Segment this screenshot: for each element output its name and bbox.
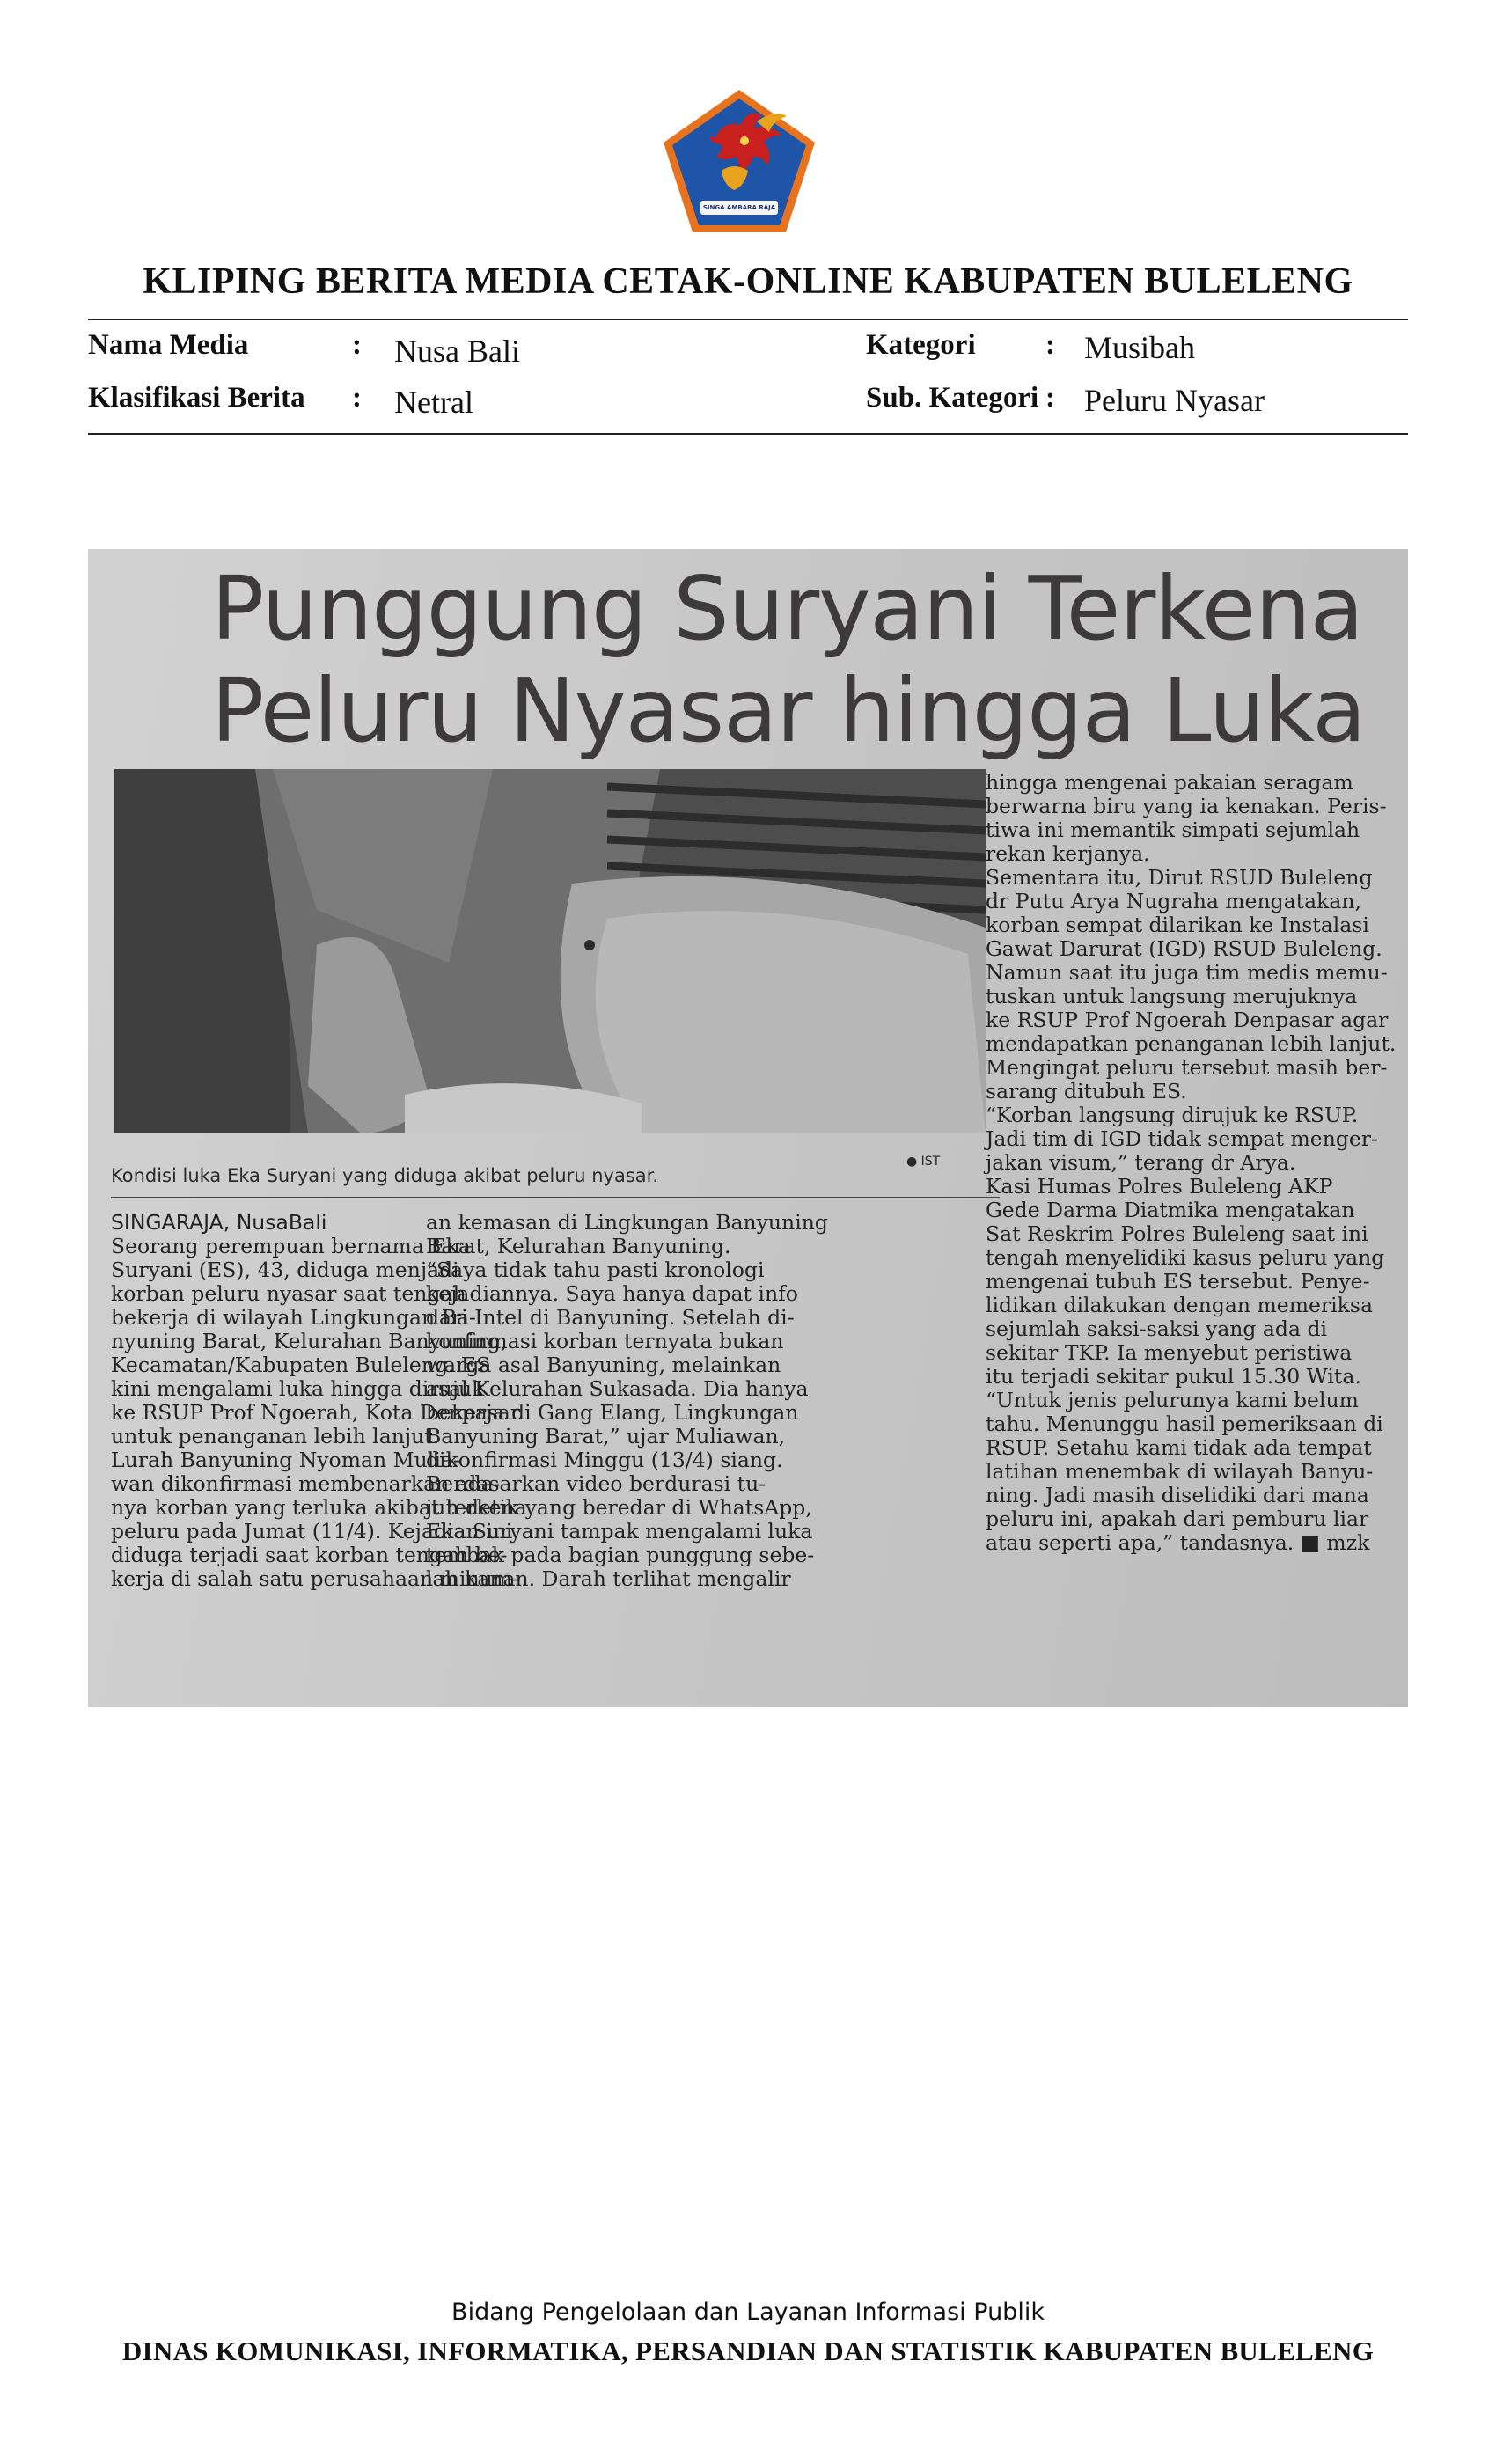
article-line: tengah menyelidiki kasus peluru yang (986, 1245, 1385, 1270)
footer-department: DINAS KOMUNIKASI, INFORMATIKA, PERSANDIAN DAN STATISTIK KABUPATEN BULELENG (121, 2336, 1375, 2366)
wound-photo-illustration (114, 769, 986, 1133)
article-line: korban sempat dilarikan ke Instalasi (986, 913, 1369, 937)
article-line: dikonfirmasi Minggu (13/4) siang. (426, 1448, 783, 1472)
article-line: lah kanan. Darah terlihat mengalir (426, 1566, 791, 1591)
nama-media-value: Nusa Bali (394, 334, 520, 369)
klasifikasi-label: Klasifikasi Berita (88, 382, 305, 414)
article-line: nya korban yang terluka akibat terkena (111, 1495, 527, 1520)
sub-kategori-label: Sub. Kategori (866, 382, 1039, 414)
article-line: Namun saat itu juga tim medis memu- (986, 960, 1388, 985)
article-line: mendapatkan penanganan lebih lanjut. (986, 1031, 1397, 1056)
article-line: Kasi Humas Polres Buleleng AKP (986, 1174, 1333, 1199)
article-line: kejadiannya. Saya hanya dapat info (426, 1281, 798, 1306)
article-line: tuskan untuk langsung merujuknya (986, 984, 1358, 1008)
article-line: “Korban langsung dirujuk ke RSUP. (986, 1103, 1359, 1127)
article-line: ke RSUP Prof Ngoerah Denpasar agar (986, 1008, 1389, 1032)
article-line: Berdasarkan video berdurasi tu- (426, 1471, 766, 1496)
article-line: mengenai tubuh ES tersebut. Penye- (986, 1269, 1370, 1294)
article-line: konfirmasi korban ternyata bukan (426, 1329, 784, 1353)
article-line: bekerja di Gang Elang, Lingkungan (426, 1400, 799, 1425)
article-line: ke RSUP Prof Ngoerah, Kota Denpasar (111, 1400, 521, 1425)
article-line: Seorang perempuan bernama Eka (111, 1234, 471, 1258)
colon: : (352, 329, 362, 361)
article-line: tembak pada bagian punggung sebe- (426, 1543, 815, 1567)
article-line: juh detik yang beredar di WhatsApp, (426, 1495, 812, 1520)
footer-division: Bidang Pengelolaan dan Layanan Informasi Publik (451, 2299, 1045, 2326)
article-line: “Untuk jenis pelurunya kami belum (986, 1388, 1359, 1412)
article-line: nyuning Barat, Kelurahan Banyuning, (111, 1329, 508, 1353)
nama-media-label: Nama Media (88, 329, 249, 361)
article-line: Eka Suryani tampak mengalami luka (426, 1519, 813, 1544)
header-divider-bottom (88, 433, 1408, 435)
article-line: sekitar TKP. Ia menyebut peristiwa (986, 1340, 1353, 1365)
article-line: kerja di salah satu perusahaan minum- (111, 1566, 519, 1591)
article-line: Sat Reskrim Polres Buleleng saat ini (986, 1221, 1368, 1246)
kategori-value: Musibah (1084, 330, 1195, 365)
article-line: atau seperti apa,” tandasnya. ■ mzk (986, 1530, 1370, 1555)
article-line: Gede Darma Diatmika mengatakan (986, 1198, 1355, 1222)
article-line: bekerja di wilayah Lingkungan Ba- (111, 1305, 476, 1330)
headline (211, 549, 1366, 762)
news-clipping (88, 549, 1408, 1707)
kategori-label: Kategori (866, 329, 976, 361)
article-line: dari Intel di Banyuning. Setelah di- (426, 1305, 795, 1330)
article-line: an kemasan di Lingkungan Banyuning (426, 1210, 828, 1235)
photo-credit: ● IST (906, 1155, 941, 1169)
article-line: sejumlah saksi-saksi yang ada di (986, 1316, 1328, 1341)
article-line: Lurah Banyuning Nyoman Mulia- (111, 1448, 460, 1472)
photo-caption: Kondisi luka Eka Suryani yang diduga akibat peluru nyasar. (111, 1165, 659, 1186)
article-line: SINGARAJA, NusaBali (111, 1210, 327, 1235)
article-column-3 (986, 771, 1396, 1555)
article-line: Banyuning Barat,” ujar Muliawan, (426, 1424, 786, 1448)
article-line: Jadi tim di IGD tidak sempat menger- (986, 1126, 1378, 1151)
singa-ambara-raja-emblem (660, 86, 818, 236)
article-line: untuk penanganan lebih lanjut. (111, 1424, 440, 1448)
article-line: kini mengalami luka hingga dirujuk (111, 1376, 485, 1401)
article-line: rekan kerjanya. (986, 841, 1150, 866)
article-line: warga asal Banyuning, melainkan (426, 1353, 781, 1377)
article-line: itu terjadi sekitar pukul 15.30 Wita. (986, 1364, 1361, 1389)
article-line: Mengingat peluru tersebut masih ber- (986, 1055, 1388, 1080)
article-line: Sementara itu, Dirut RSUD Buleleng (986, 865, 1373, 890)
article-line: hingga mengenai pakaian seragam (986, 770, 1353, 795)
article-line: korban peluru nyasar saat tengah (111, 1281, 466, 1306)
colon: : (1045, 329, 1055, 361)
article-line: latihan menembak di wilayah Banyu- (986, 1459, 1374, 1484)
article-line: Barat, Kelurahan Banyuning. (426, 1234, 731, 1258)
colon: : (352, 382, 362, 414)
article-line: wan dikonfirmasi membenarkan ada- (111, 1471, 501, 1496)
article-line: dr Putu Arya Nugraha mengatakan, (986, 889, 1361, 913)
article-line: peluru ini, apakah dari pemburu liar (986, 1507, 1369, 1531)
article-column-2 (426, 1211, 828, 1591)
article-line: diduga terjadi saat korban tengah be- (111, 1543, 508, 1567)
klasifikasi-value: Netral (394, 385, 473, 420)
article-line: “Saya tidak tahu pasti kronologi (426, 1258, 765, 1282)
article-line: lidikan dilakukan dengan memeriksa (986, 1293, 1373, 1317)
article-photo (114, 769, 986, 1133)
article-line: Kecamatan/Kabupaten Buleleng. ES (111, 1353, 491, 1377)
header-divider-top (88, 319, 1408, 320)
article-line: tahu. Menunggu hasil pemeriksaan di (986, 1412, 1383, 1436)
article-line: berwarna biru yang ia kenakan. Peris- (986, 794, 1387, 818)
logo-text: SINGA AMBARA RAJA (702, 204, 776, 211)
article-line: jakan visum,” terang dr Arya. (986, 1150, 1296, 1175)
page-title: KLIPING BERITA MEDIA CETAK-ONLINE KABUPATEN BULELENG (143, 261, 1353, 302)
headline-line-2: Peluru Nyasar hingga Luka (211, 659, 1366, 762)
article-line: RSUP. Setahu kami tidak ada tempat (986, 1435, 1372, 1460)
headline-line-1: Punggung Suryani Terkena (211, 557, 1363, 660)
colon: : (1045, 382, 1055, 414)
article-line: Suryani (ES), 43, diduga menjadi (111, 1258, 459, 1282)
caption-divider (111, 1197, 1000, 1198)
article-line: peluru pada Jumat (11/4). Kejadian ini (111, 1519, 513, 1544)
article-line: sarang ditubuh ES. (986, 1079, 1187, 1104)
article-line: tiwa ini memantik simpati sejumlah (986, 818, 1360, 842)
article-line: Gawat Darurat (IGD) RSUD Buleleng. (986, 936, 1382, 961)
regency-logo (660, 86, 818, 236)
article-line: ning. Jadi masih diselidiki dari mana (986, 1483, 1369, 1507)
sub-kategori-value: Peluru Nyasar (1084, 383, 1265, 418)
article-line: asal Kelurahan Sukasada. Dia hanya (426, 1376, 809, 1401)
